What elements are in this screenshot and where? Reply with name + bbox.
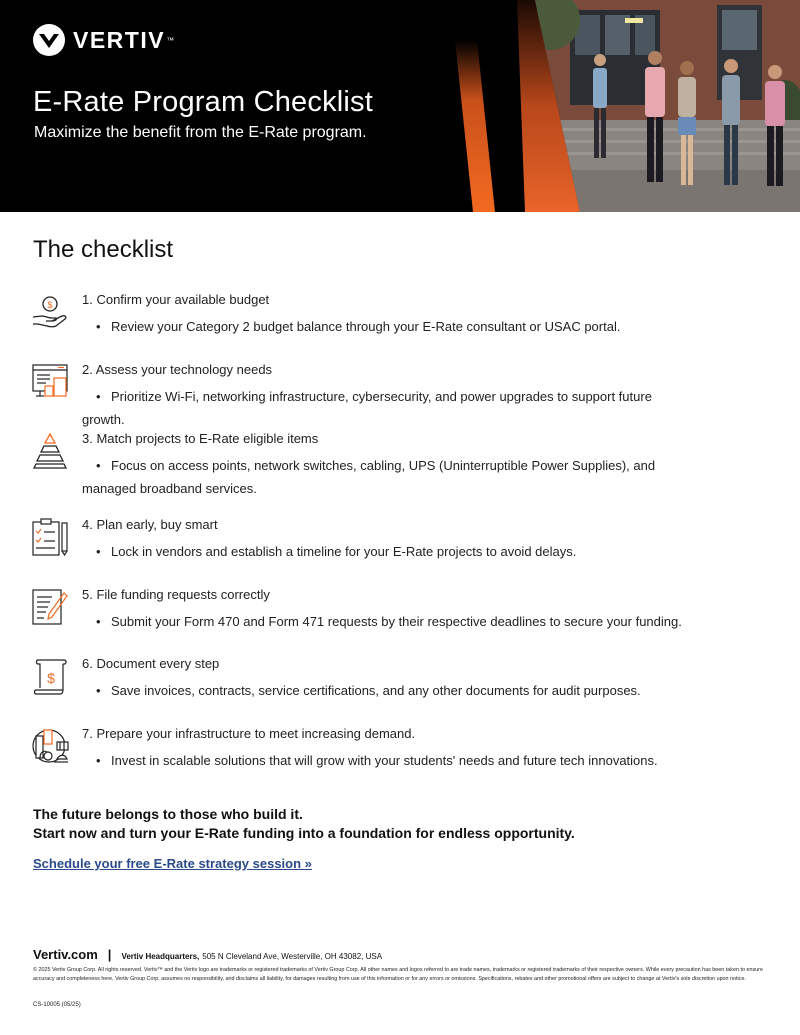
vertiv-logo[interactable] [33, 24, 174, 56]
monitor-devices-icon [30, 362, 70, 402]
svg-text:$: $ [47, 670, 55, 686]
step-detail: • Save invoices, contracts, service certifications, and any other documents for audit purposes. [96, 683, 641, 698]
footer-separator: | [107, 947, 112, 962]
step-title: 1. Confirm your available budget [82, 292, 270, 307]
page-subtitle: Maximize the benefit from the E-Rate program. [34, 124, 367, 141]
step-title: 2. Assess your technology needs [82, 362, 273, 377]
cta-message [33, 805, 575, 843]
vertiv-logo-icon [33, 24, 65, 56]
step-detail: • Prioritize Wi-Fi, networking infrastructure, cybersecurity, and power upgrades to support future growth. [82, 389, 652, 427]
step-detail: • Review your Category 2 budget balance through your E-Rate consultant or USAC portal. [96, 319, 621, 334]
clipboard-pen-icon [30, 517, 70, 557]
logo-trademark: ™ [166, 35, 175, 45]
step-detail: • Lock in vendors and establish a timeline for your E-Rate projects to avoid delays. [96, 544, 577, 559]
form-pencil-icon [30, 587, 70, 627]
step-title: 6. Document every step [82, 656, 220, 671]
footer-contact [33, 947, 382, 962]
hand-dollar-icon [30, 292, 70, 332]
students-campus-photo [455, 0, 800, 212]
step-title: 7. Prepare your infrastructure to meet increasing demand. [82, 726, 416, 741]
step-detail: • Invest in scalable solutions that will grow with your students' needs and future tech innovations. [96, 753, 658, 768]
hq-address: 505 N Cleveland Ave, Westerville, OH 43082, USA [202, 952, 383, 961]
cta-line-1: The future belongs to those who build it. [33, 806, 303, 822]
hq-label: Vertiv Headquarters, [121, 952, 200, 961]
step-detail: • Submit your Form 470 and Form 471 requests by their respective deadlines to secure your funding. [96, 614, 682, 629]
section-title: The checklist [33, 236, 174, 263]
site-link[interactable]: Vertiv.com [33, 947, 98, 962]
hero-banner [0, 0, 800, 212]
step-title: 4. Plan early, buy smart [82, 517, 218, 532]
logo-wordmark: VERTIV [73, 26, 166, 53]
schedule-session-link[interactable]: Schedule your free E-Rate strategy session » [33, 856, 312, 871]
pyramid-icon [30, 431, 70, 471]
step-title: 3. Match projects to E-Rate eligible items [82, 431, 319, 446]
step-title: 5. File funding requests correctly [82, 587, 270, 602]
city-growth-icon [30, 726, 70, 766]
page-title: E-Rate Program Checklist [33, 86, 374, 118]
step-detail: • Focus on access points, network switches, cabling, UPS (Uninterruptible Power Supplies), and managed broadband services. [82, 458, 656, 496]
legal-disclaimer: © 2025 Vertiv Group Corp. All rights reserved. Vertiv™ and the Vertiv logo are trademarks or registered trademarks of Vertiv Group Corp. All other names and logos referred to are trade names, trademarks or registered trademarks of their respective owners. While every precaution has been taken to ensure accuracy and completeness here, Vertiv Group Corp. assumes no responsibility, and disclaims all liability, for damages resulting from use of this information or for any errors or omissions. Specifications, rebates and other promotional offers are subject to change at Vertiv's sole discretion upon notice. [33, 967, 763, 982]
svg-text:$: $ [47, 300, 53, 310]
cta-line-2: Start now and turn your E-Rate funding into a foundation for endless opportunity. [33, 825, 575, 841]
document-code: CS-10005 (05/25) [33, 1002, 81, 1008]
scroll-dollar-icon [30, 656, 70, 696]
